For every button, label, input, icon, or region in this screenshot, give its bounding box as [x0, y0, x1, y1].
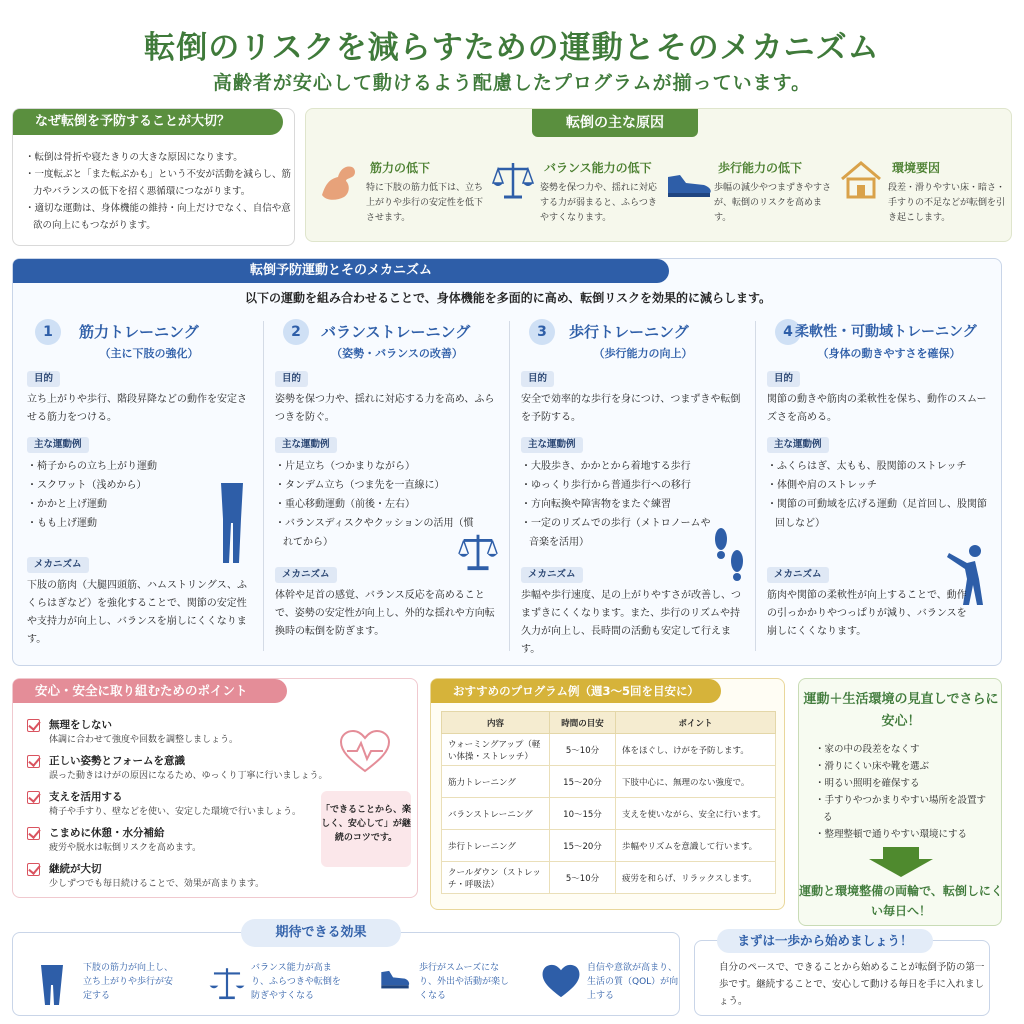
table-cell: 下肢中心に、無理のない強度で。 [616, 766, 776, 798]
example-item: ・方向転換や障害物をまたぐ練習 [521, 499, 671, 510]
program-heading: おすすめのプログラム例（週3〜5回を目安に） [431, 679, 721, 703]
exercise-column-walking [513, 319, 753, 659]
examples-tag: 主な運動例 [767, 437, 829, 453]
mechanism-text: 体幹や足首の感覚、バランス反応を高めることで、姿勢の安定性が向上し、外的な揺れや方向転換時の転倒を防ぎます。 [275, 590, 495, 637]
table-cell: バランストレーニング [442, 798, 550, 830]
mechanism-text: 下肢の筋肉（大腿四頭筋、ハムストリングス、ふくらはぎなど）を強化することで、関節の安定性や支持力が向上し、バランスを崩しにくくなります。 [27, 580, 247, 645]
table-cell: 疲労を和らげ、リラックスします。 [616, 862, 776, 894]
start-heading: まずは一歩から始めましょう！ [717, 929, 933, 953]
cause-desc: 段差・滑りやすい床・暗さ・手すりの不足などが転倒を引き起こします。 [888, 183, 1006, 223]
purpose-tag: 目的 [27, 371, 60, 387]
program-section [430, 678, 785, 910]
environment-item: ・整理整頓で通りやすい環境にする [815, 829, 968, 840]
table-cell: 5〜10分 [550, 862, 616, 894]
scale-icon [490, 157, 536, 203]
environment-section [798, 678, 1002, 926]
mechanism-intro: 以下の運動を組み合わせることで、身体機能を多面的に高め、転倒リスクを効果的に減らします。 [244, 291, 772, 305]
safety-point-title: 無理をしない [49, 719, 112, 731]
legs-icon [37, 963, 67, 1007]
check-icon [27, 827, 40, 840]
environment-footer: 運動と環境整備の両輪で、転倒しにくい毎日へ！ [799, 884, 1003, 918]
legs-icon [215, 479, 249, 569]
table-cell: 筋力トレーニング [442, 766, 550, 798]
mechanism-tag: メカニズム [767, 567, 829, 583]
table-row [442, 798, 776, 830]
why-section [12, 108, 295, 246]
example-item: ・ゆっくり歩行から普通歩行への移行 [521, 480, 691, 491]
example-item: ・スクワット（浅めから） [27, 480, 147, 491]
safety-heading: 安心・安全に取り組むためのポイント [13, 679, 287, 703]
example-item: ・バランスディスクやクッションの活用（慣れてから） [275, 518, 474, 548]
why-item: ・適切な運動は、身体機能の維持・向上だけでなく、自信や意欲の向上にもつながります。 [25, 203, 291, 231]
examples-tag: 主な運動例 [275, 437, 337, 453]
table-row [442, 862, 776, 894]
cause-title: バランス能力の低下 [544, 161, 652, 175]
purpose-tag: 目的 [521, 371, 554, 387]
check-icon [27, 719, 40, 732]
cause-title: 歩行能力の低下 [718, 161, 803, 175]
table-header-row [442, 712, 776, 734]
column-subtitle: （主に下肢の強化） [99, 347, 199, 360]
column-number: 1 [35, 319, 61, 345]
example-item: ・体側や肩のストレッチ [767, 480, 877, 491]
safety-point-desc: 疲労や脱水は転倒リスクを高めます。 [49, 843, 202, 853]
arm-muscle-icon [316, 157, 362, 203]
start-text: 自分のペースで、できることから始めることが転倒予防の第一歩です。継続することで、安心して動ける毎日を手に入れましょう。 [719, 962, 985, 1007]
column-title: 筋力トレーニング [79, 323, 199, 341]
cause-item-muscle [310, 153, 486, 233]
example-item: ・大股歩き、かかとから着地する歩行 [521, 461, 691, 472]
scale-icon [453, 529, 503, 573]
cause-desc: 特に下肢の筋力低下は、立ち上がりや歩行の安定性を低下させます。 [366, 183, 484, 223]
house-icon [838, 157, 884, 203]
why-heading: なぜ転倒を予防することが大切？ [13, 109, 283, 135]
cause-title: 筋力の低下 [370, 161, 431, 175]
check-icon [27, 863, 40, 876]
table-cell: 15〜20分 [550, 766, 616, 798]
example-item: ・椅子からの立ち上がり運動 [27, 461, 157, 472]
purpose-text: 姿勢を保つ力や、揺れに対応する力を高め、ふらつきを防ぐ。 [275, 394, 495, 423]
table-cell: 10〜15分 [550, 798, 616, 830]
table-row [442, 766, 776, 798]
environment-item: ・家の中の段差をなくす [815, 744, 920, 755]
cause-item-walking [658, 153, 834, 233]
purpose-text: 立ち上がりや歩行、階段昇降などの動作を安定させる筋力をつける。 [27, 394, 247, 423]
environment-item: ・手すりやつかまりやすい場所を設置する [815, 795, 987, 823]
effect-item [521, 961, 681, 1009]
examples-list [521, 457, 717, 552]
causes-section [305, 108, 1012, 242]
safety-point-desc: 椅子や手すり、壁などを使い、安定した環境で行いましょう。 [49, 807, 302, 817]
effect-text: バランス能力が高まり、ふらつきや転倒を防ぎやすくなる [251, 963, 341, 1001]
effects-section [12, 925, 680, 1016]
environment-item: ・明るい照明を確保する [815, 778, 920, 789]
column-subtitle: （姿勢・バランスの改善） [331, 347, 463, 360]
purpose-text: 安全で効率的な歩行を身につけ、つまずきや転倒を予防する。 [521, 394, 741, 423]
safety-point-title: こまめに休憩・水分補給 [49, 827, 165, 839]
example-item: ・ふくらはぎ、太もも、股関節のストレッチ [767, 461, 967, 472]
table-cell: 体をほぐし、けがを予防します。 [616, 734, 776, 766]
purpose-text: 関節の動きや筋肉の柔軟性を保ち、動作のスムーズさを高める。 [767, 394, 987, 423]
example-item: ・重心移動運動（前後・左右） [275, 499, 415, 510]
heart-pulse-icon [339, 729, 391, 775]
scale-icon [205, 963, 249, 1003]
effect-text: 歩行がスムーズになり、外出や活動が楽しくなる [419, 963, 510, 1001]
purpose-tag: 目的 [275, 371, 308, 387]
examples-list [27, 457, 207, 533]
why-list [25, 149, 293, 234]
safety-point-title: 継続が大切 [49, 863, 102, 875]
table-row [442, 734, 776, 766]
exercise-column-balance [267, 319, 507, 659]
table-row [442, 830, 776, 862]
start-section [694, 933, 990, 1016]
example-item: ・関節の可動域を広げる運動（足首回し、股関節回しなど） [767, 499, 987, 529]
table-cell: ウォーミングアップ（軽い体操・ストレッチ） [442, 734, 550, 766]
column-divider [263, 321, 264, 651]
effect-item [353, 961, 513, 1009]
environment-item: ・滑りにくい床や靴を選ぶ [815, 761, 930, 772]
heart-icon [541, 963, 581, 999]
effect-item [17, 961, 177, 1009]
shoe-icon [664, 157, 714, 203]
column-divider [509, 321, 510, 651]
column-title: バランストレーニング [321, 323, 471, 341]
examples-tag: 主な運動例 [27, 437, 89, 453]
table-cell: 歩幅やリズムを意識して行います。 [616, 830, 776, 862]
cause-desc: 姿勢を保つ力や、揺れに対応する力が弱まると、ふらつきやすくなります。 [540, 183, 657, 223]
safety-section [12, 678, 418, 898]
safety-point-desc: 体調に合わせて強度や回数を調整しましょう。 [49, 735, 239, 745]
example-item: ・一定のリズムでの歩行（メトロノームや音楽を活用） [521, 518, 711, 548]
column-title: 歩行トレーニング [569, 323, 689, 341]
why-item: ・転倒は骨折や寝たきりの大きな原因になります。 [25, 152, 243, 163]
column-number: 4 [775, 319, 801, 345]
why-item: ・一度転ぶと「また転ぶかも」という不安が活動を減らし、筋力やバランスの低下を招く悪循環につながります。 [25, 169, 292, 197]
purpose-tag: 目的 [767, 371, 800, 387]
effect-item [185, 961, 345, 1009]
safety-point-desc: 誤った動きはけがの原因になるため、ゆっくり丁寧に行いましょう。 [49, 771, 328, 781]
examples-tag: 主な運動例 [521, 437, 583, 453]
effects-heading: 期待できる効果 [241, 919, 401, 947]
safety-tip: 「できることから、楽しく、安心して」が継続のコツです。 [321, 791, 411, 867]
environment-list [815, 741, 995, 843]
effect-text: 自信や意欲が高まり、生活の質（QOL）が向上する [587, 963, 679, 1001]
check-icon [27, 755, 40, 768]
mechanism-tag: メカニズム [275, 567, 337, 583]
column-number: 2 [283, 319, 309, 345]
shoe-icon [373, 963, 417, 993]
table-cell: 歩行トレーニング [442, 830, 550, 862]
exercise-column-strength [19, 319, 259, 659]
table-header: 内容 [442, 712, 550, 734]
mechanism-heading: 転倒予防運動とそのメカニズム [13, 259, 669, 283]
mechanism-text: 歩幅や歩行速度、足の上がりやすさが改善し、つまずきにくくなります。また、歩行のリズムや持久力が向上し、長時間の活動も安定して行えます。 [521, 590, 741, 655]
effect-text: 下肢の筋力が向上し、立ち上がりや歩行が安定する [83, 963, 174, 1001]
table-header: ポイント [616, 712, 776, 734]
column-subtitle: （身体の動きやすさを確保） [817, 347, 961, 360]
cause-item-environment [832, 153, 1008, 233]
safety-point-desc: 少しずつでも毎日続けることで、効果が高まります。 [49, 879, 265, 889]
example-item: ・片足立ち（つかまりながら） [275, 461, 415, 472]
environment-title: 運動＋生活環境の見直しでさらに安心！ [803, 692, 999, 729]
page-title: 転倒のリスクを減らすための運動とそのメカニズム [144, 30, 880, 66]
program-table [441, 711, 776, 894]
mechanism-tag: メカニズム [521, 567, 583, 583]
exercise-column-flexibility [759, 319, 999, 659]
column-divider [755, 321, 756, 651]
examples-list [275, 457, 475, 552]
column-subtitle: （歩行能力の向上） [593, 347, 693, 360]
cause-desc: 歩幅の減少やつまずきやすさが、転倒のリスクを高めます。 [714, 183, 832, 223]
example-item: ・もも上げ運動 [27, 518, 97, 529]
page-subtitle: 高齢者が安心して動けるよう配慮したプログラムが揃っています。 [212, 72, 812, 94]
safety-point-title: 正しい姿勢とフォームを意識 [49, 755, 185, 767]
table-header: 時間の目安 [550, 712, 616, 734]
examples-list [767, 457, 989, 533]
safety-point-title: 支えを活用する [49, 791, 123, 803]
column-title: 柔軟性・可動域トレーニング [795, 324, 977, 340]
table-cell: クールダウン（ストレッチ・呼吸法） [442, 862, 550, 894]
causes-heading: 転倒の主な原因 [532, 109, 698, 137]
column-number: 3 [529, 319, 555, 345]
mechanism-section [12, 258, 1002, 666]
check-icon [27, 791, 40, 804]
table-cell: 15〜20分 [550, 830, 616, 862]
table-cell: 支えを使いながら、安全に行います。 [616, 798, 776, 830]
table-cell: 5〜10分 [550, 734, 616, 766]
cause-title: 環境要因 [892, 161, 941, 175]
mechanism-text: 筋肉や関節の柔軟性が向上することで、動作の引っかかりやつっぱりが減り、バランスを崩しにくくなります。 [767, 590, 967, 637]
cause-item-balance [484, 153, 660, 233]
example-item: ・かかと上げ運動 [27, 499, 107, 510]
footprints-icon [709, 525, 749, 585]
example-item: ・タンデム立ち（つま先を一直線に） [275, 480, 445, 491]
arrow-down-icon [867, 847, 935, 877]
mechanism-tag: メカニズム [27, 557, 89, 573]
